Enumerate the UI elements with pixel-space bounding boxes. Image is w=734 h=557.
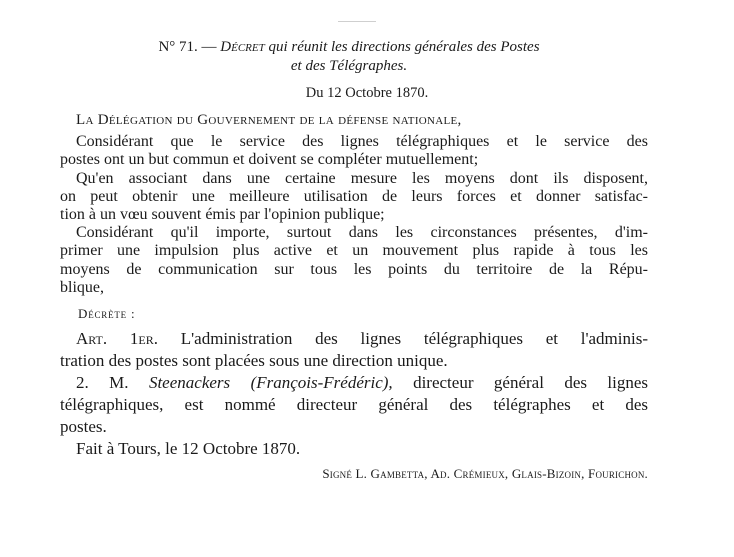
preamble-p2-line2: on peut obtenir une meilleure utilisation de leurs forces et donner satisfac- bbox=[60, 187, 648, 205]
article-1-text: L'administration des lignes télégraphiques et l'adminis- bbox=[180, 329, 648, 348]
done-at-line: Fait à Tours, le 12 Octobre 1870. bbox=[76, 439, 301, 458]
decree-title-rest: qui réunit les directions générales des Postes bbox=[268, 39, 540, 55]
decree-title-word: Décret bbox=[220, 39, 265, 55]
preamble-p3-line1: Considérant qu'il importe, surtout dans les circonstances présentes, d'im- bbox=[76, 224, 648, 242]
decree-label: Décrète : bbox=[78, 306, 136, 321]
article-2-given-names: (François-Frédéric), bbox=[250, 373, 393, 392]
signature-line: Signé L. Gambetta, Ad. Crémieux, Glais-Bizoin, Fourichon. bbox=[322, 466, 648, 481]
decree-number: N° 71. — bbox=[158, 39, 217, 55]
article-2-rest: directeur général des lignes bbox=[413, 373, 649, 392]
preamble-p3-line2: primer une impulsion plus active et un mouvement plus rapide à tous les bbox=[60, 242, 648, 260]
preamble-p1-line1: Considérant que le service des lignes télégraphiques et le service des bbox=[76, 133, 648, 151]
preamble-heading: La Délégation du Gouvernement de la défense nationale, bbox=[76, 112, 462, 128]
preamble-p3-line4: blique, bbox=[60, 278, 104, 296]
preamble-p2-line1: Qu'en associant dans une certaine mesure les moyens dont ils disposent, bbox=[76, 169, 648, 187]
article-2-number: 2. M. bbox=[76, 373, 129, 392]
preamble-block bbox=[60, 111, 648, 297]
decree-title-line2: et des Télégraphes. bbox=[290, 58, 408, 74]
article-2-line3: postes. bbox=[60, 417, 107, 436]
preamble-p3-line3: moyens de communication sur tous les points du territoire de la Répu- bbox=[60, 260, 648, 278]
articles-block bbox=[60, 328, 649, 460]
article-2-line1 bbox=[76, 372, 648, 394]
preamble-p1-line2: postes ont un but commun et doivent se compléter mutuellement; bbox=[60, 151, 479, 169]
preamble-p2-line3: tion à un vœu souvent émis par l'opinion publique; bbox=[60, 206, 385, 224]
article-1-line1 bbox=[76, 328, 648, 350]
decree-date: Du 12 Octobre 1870. bbox=[305, 85, 429, 101]
decree-title-line1 bbox=[52, 38, 646, 57]
article-1-line2: tration des postes sont placées sous une direction unique. bbox=[60, 351, 448, 370]
article-1-prefix: Art. 1er. bbox=[76, 329, 158, 348]
article-2-name: Steenackers bbox=[148, 373, 231, 392]
article-2-line2: télégraphiques, est nommé directeur général des télégraphes et des bbox=[60, 395, 648, 414]
top-rule bbox=[338, 21, 376, 22]
